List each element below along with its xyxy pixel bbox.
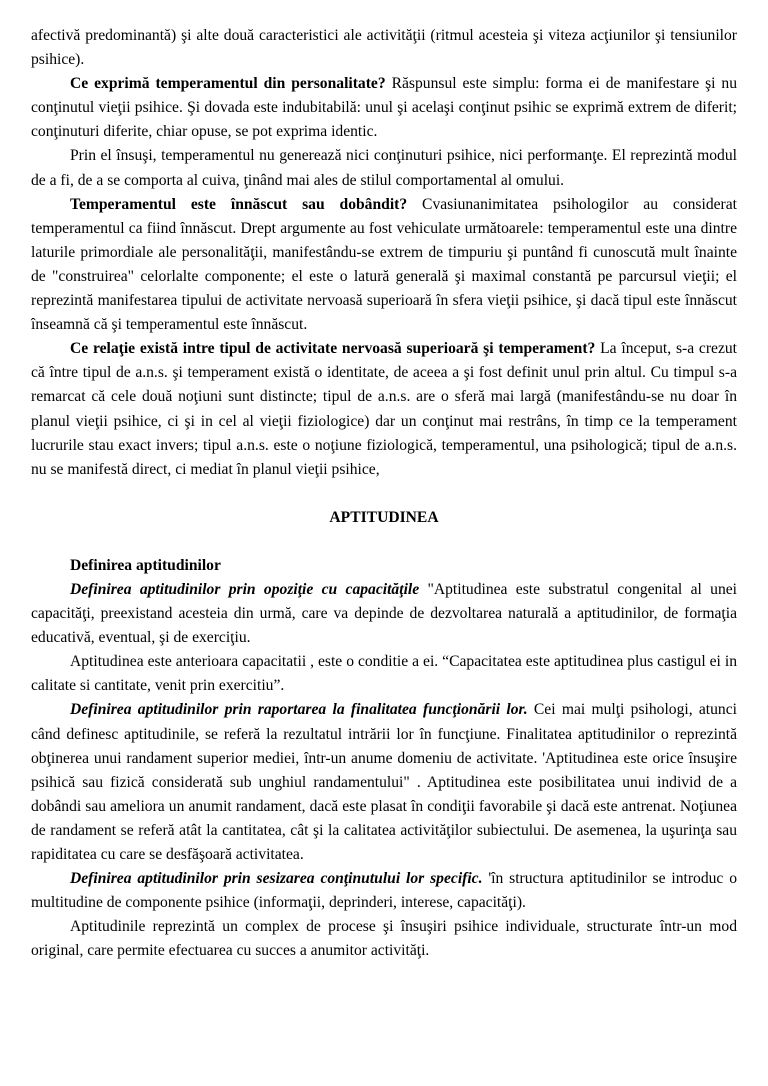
paragraph-text: Cvasiunanimitatea psihologilor au considerat temperamentul ca fiind înnăscut. Drept argumente au fost vehiculate următoarele: temperamentul este una dintre laturile primordiale ale personalităţii, manifestându-se extrem de timpuriu şi puntând fi cunoscută mult înainte de "construirea" celorlalte componente; el este o latură generală şi maximal constantă pe parcursul vieţii; el reprezintă manifestarea tipului de activitate nervoasă superioară în sfera vieţii psihice, şi dacă tipul este înnăscut înseamnă că şi temperamentul este înnăscut. <box>31 195 737 334</box>
paragraph-definition-opposition <box>31 578 737 650</box>
paragraph-definition-finality <box>31 698 737 867</box>
paragraph-text: Cei mai mulţi psihologi, atunci când definesc aptitudinile, se referă la rezultatul intrării lor în funcţiune. Finalitatea aptitudinilor o reprezintă obţinerea unui randament superior mediei, într-un anume domeniu de activitate. 'Aptitudinea este orice însuşire psihică sau fizică considerată sub unghiul randamentului" . Aptitudinea este posibilitatea unui individ de a dobândi sau ameliora un anumit randament, dacă este plasat în condiţii favorabile şi dacă este antrenat. Noţiunea de randament se referă atât la cantitatea, cât şi la calitatea activităţilor subiectului. De asemenea, la uşurinţa sau rapiditatea cu care se desfăşoară activitatea. <box>31 701 737 863</box>
question-heading: Temperamentul este înnăscut sau dobândit? <box>70 195 408 213</box>
paragraph-temperament-expression <box>31 72 737 144</box>
paragraph-text: La început, s-a crezut că între tipul de a.n.s. şi temperament există o identitate, de aceea a şi fost definit unul prin altul. Cu timpul s-a remarcat că cele două noţiuni sunt distincte; tipul de a.n.s. are o sferă mai largă (manifestându-se nu doar în planul vieţii psihice, ci şi in cel al vieţii fiziologice) dar un conţinut mai restrâns, în timp ce la temperament lucrurile stau exact invers; tipul a.n.s. este o noţiune fiziologică, temperamentul, una psihologică; tipul de a.n.s. nu se manifestă direct, ci mediat în planul vieţii psihice, <box>31 340 738 478</box>
paragraph-text: Aptitudinile reprezintă un complex de procese şi însuşiri psihice individuale, structurate într-un mod original, care permite efectuarea cu succes a anumitor activităţi. <box>31 918 737 960</box>
document-page <box>31 24 737 963</box>
paragraph-temperament-itself <box>31 144 737 192</box>
definition-heading: Definirea aptitudinilor prin sesizarea conţinutului lor specific. <box>70 870 483 888</box>
definition-heading: Definirea aptitudinilor prin raportarea la finalitatea funcţionării lor. <box>70 701 528 719</box>
paragraph-definition-content <box>31 867 737 915</box>
paragraph-text: Răspunsul este simplu: forma ei de manifestare şi nu conţinutul vieţii psihice. Şi dovada este indubitabilă: unul şi acelaşi conţinut psihic se exprimă extrem de diferit; conţinuturi diferite, chiar opuse, se pot exprima identic. <box>31 75 738 141</box>
paragraph-continuation <box>31 24 737 72</box>
paragraph-text: Aptitudinea este anterioara capacitatii , este o conditie a ei. “Capacitatea este aptitudinea plus castigul ei in calitate si cantitate, venit prin exercitiu”. <box>31 653 737 695</box>
paragraph-text: Prin el însuşi, temperamentul nu generează nici conţinuturi psihice, nici performanţe. El reprezintă modul de a fi, de a se comporta al cuiva, ţinând mai ales de stilul comportamental al omului. <box>31 147 737 189</box>
paragraph-text: 'în structura aptitudinilor se introduc o multitudine de componente psihice (informaţii, deprinderi, interese, capacităţi). <box>31 870 737 912</box>
paragraph-aptitude-complex <box>31 915 737 963</box>
subheading: Definirea aptitudinilor <box>70 556 221 574</box>
question-heading: Ce exprimă temperamentul din personalitate? <box>70 75 386 93</box>
paragraph-text: afectivă predominantă) şi alte două caracteristici ale activităţii (ritmul acesteia şi viteza acţiunilor şi tensiunilor psihice). <box>31 27 737 69</box>
paragraph-aptitude-anterior <box>31 650 737 698</box>
question-heading: Ce relaţie există intre tipul de activitate nervoasă superioară şi temperament? <box>70 340 596 358</box>
section-title: APTITUDINEA <box>329 508 439 526</box>
paragraph-innate-or-acquired <box>31 193 737 338</box>
paragraph-text: "Aptitudinea este substratul congenital al unei capacităţi, preexistand acesteia din urmă, care va depinde de dezvoltarea naturală a aptitudinilor, de formaţia educativă, eventual, şi de exerciţiu. <box>31 580 737 647</box>
definition-heading: Definirea aptitudinilor prin opoziţie cu capacităţile <box>70 580 420 598</box>
paragraph-ans-relation <box>31 337 737 482</box>
